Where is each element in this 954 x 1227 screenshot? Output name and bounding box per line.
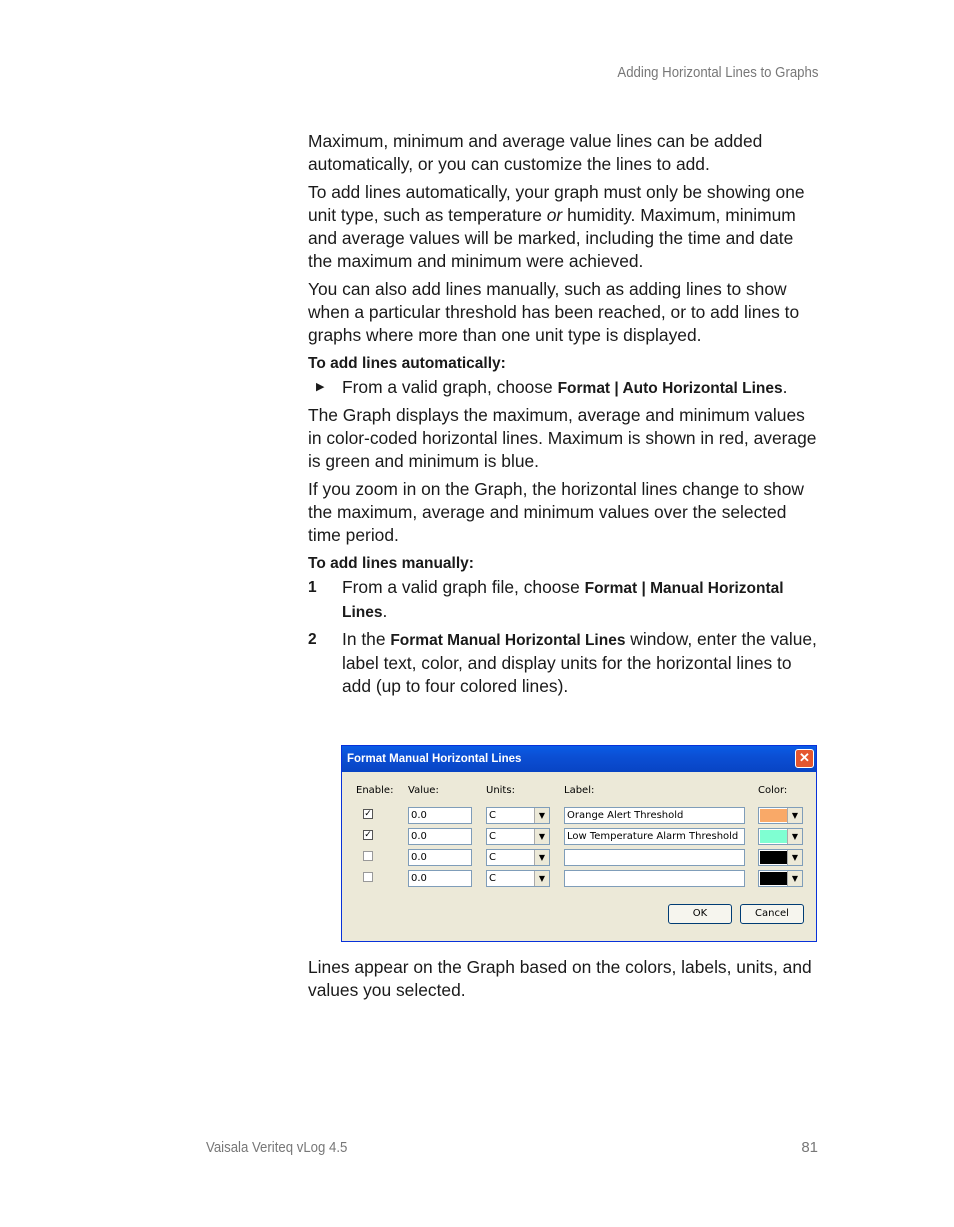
text: . [782,377,788,397]
page-number: 81 [801,1139,818,1156]
enable-column-label: Enable: [356,785,394,796]
chevron-down-icon[interactable]: ▼ [787,871,802,886]
color-swatch [760,851,787,864]
selected-unit: C [489,810,496,821]
value-input-2[interactable]: 0.0 [408,828,472,845]
text: To add lines automatically, your graph must only be showing one unit type, such as temperature [308,182,805,225]
menu-path: Format | Auto Horizontal Lines [557,380,783,397]
units-select-3[interactable] [486,849,550,866]
close-button[interactable]: ✕ [795,749,814,768]
paragraph [308,181,820,273]
numbered-step [308,628,820,698]
enable-checkbox-3[interactable] [363,851,373,861]
text: In the [342,629,391,649]
color-swatch [760,809,787,822]
color-select-4[interactable] [758,870,803,887]
closing-content [308,956,820,1007]
cancel-button[interactable]: Cancel [740,904,804,924]
text: . [382,601,388,621]
footer-product: Vaisala Veriteq vLog 4.5 [206,1139,348,1156]
selected-unit: C [489,873,496,884]
menu-path: Format | Manual Horizontal Lines [342,580,784,621]
chevron-down-icon[interactable]: ▼ [787,850,802,865]
dialog-title: Format Manual Horizontal Lines [347,753,522,765]
text: From a valid graph file, choose [342,577,585,597]
paragraph: If you zoom in on the Graph, the horizontal lines change to show the maximum, average and minimum values over the selected time period. [308,479,804,545]
format-manual-horizontal-lines-dialog [341,745,817,942]
procedure-heading: To add lines manually: [308,555,474,572]
value-column-label: Value: [408,785,439,796]
color-column-label: Color: [758,785,788,796]
emphasis: or [546,205,563,225]
chevron-down-icon[interactable]: ▼ [534,850,549,865]
chevron-down-icon[interactable]: ▼ [787,829,802,844]
bullet-step [308,376,820,400]
arrow-bullet-icon: ▶ [316,381,325,393]
color-select-3[interactable] [758,849,803,866]
label-input-3[interactable] [564,849,745,866]
label-input-4[interactable] [564,870,745,887]
paragraph: You can also add lines manually, such as adding lines to show when a particular threshold has been reached, or to add lines to graphs where more than one unit type is displayed. [308,279,800,345]
chevron-down-icon[interactable]: ▼ [787,808,802,823]
paragraph: The Graph displays the maximum, average and minimum values in color-coded horizontal lines. Maximum is shown in red, average is green and minimum is blue. [308,405,817,471]
label-input-1[interactable]: Orange Alert Threshold [564,807,745,824]
color-select-2[interactable] [758,828,803,845]
enable-checkbox-2[interactable]: ✓ [364,830,372,840]
procedure-heading: To add lines automatically: [308,355,506,372]
text: window, enter the value, label text, color, and display units for the horizontal lines to add (up to four colored lines). [342,629,817,696]
label-column-label: Label: [564,785,595,796]
color-swatch [760,830,787,843]
units-select-1[interactable] [486,807,550,824]
enable-checkbox-1[interactable]: ✓ [364,809,372,819]
color-swatch [760,872,787,885]
running-header: Adding Horizontal Lines to Graphs [616,64,818,81]
paragraph: Maximum, minimum and average value lines can be added automatically, or you can customize the lines to add. [308,131,763,174]
selected-unit: C [489,852,496,863]
units-select-2[interactable] [486,828,550,845]
dialog-title-bar [342,746,816,772]
chevron-down-icon[interactable]: ▼ [534,808,549,823]
step-number: 2 [308,631,317,648]
window-name: Format Manual Horizontal Lines [390,632,626,649]
label-input-2[interactable]: Low Temperature Alarm Threshold [564,828,745,845]
chevron-down-icon[interactable]: ▼ [534,871,549,886]
chevron-down-icon[interactable]: ▼ [534,829,549,844]
color-select-1[interactable] [758,807,803,824]
value-input-3[interactable]: 0.0 [408,849,472,866]
page-content [308,130,820,702]
units-column-label: Units: [486,785,515,796]
paragraph: Lines appear on the Graph based on the colors, labels, units, and values you selected. [308,957,812,1000]
value-input-1[interactable]: 0.0 [408,807,472,824]
ok-button[interactable]: OK [668,904,732,924]
selected-unit: C [489,831,496,842]
text: humidity. Maximum, minimum and average values will be marked, including the time and date the maximum and minimum were achieved. [308,205,796,271]
value-input-4[interactable]: 0.0 [408,870,472,887]
units-select-4[interactable] [486,870,550,887]
step-number: 1 [308,579,317,596]
enable-checkbox-4[interactable] [363,872,373,882]
text: From a valid graph, choose [342,377,558,397]
numbered-step [308,576,820,624]
